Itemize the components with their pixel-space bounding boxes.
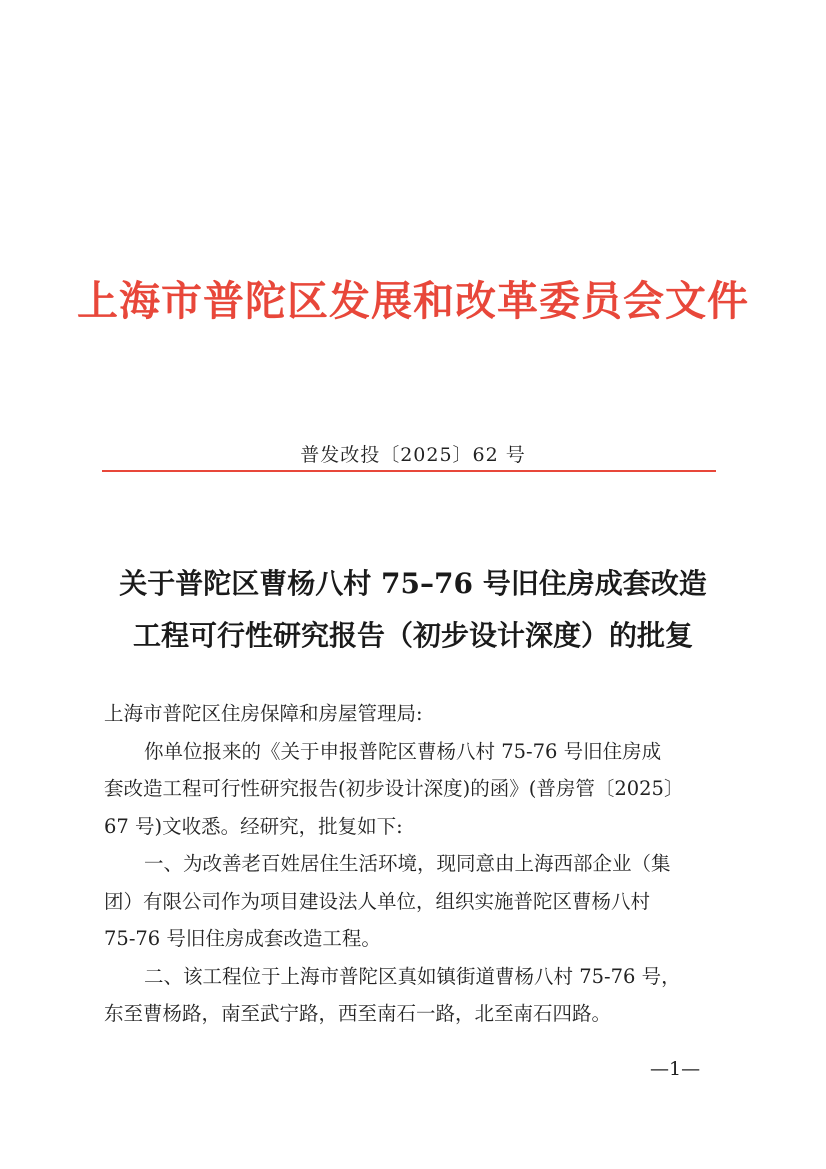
paragraph-3-line-2: 东至曹杨路，南至武宁路，西至南石一路，北至南石四路。: [104, 1002, 612, 1025]
document-title: [0, 558, 826, 662]
document-title-line-1: 关于普陀区曹杨八村 75–76 号旧住房成套改造: [119, 567, 707, 600]
paragraph-3-line-1: 二、该工程位于上海市普陀区真如镇街道曹杨八村 75-76 号，: [144, 964, 681, 988]
document-body: [104, 695, 724, 1033]
issuing-authority-header: 上海市普陀区发展和改革委员会文件: [77, 277, 749, 325]
addressee: 上海市普陀区住房保障和房屋管理局:: [104, 702, 423, 725]
paragraph-1-line-2: 套改造工程可行性研究报告(初步设计深度)的函》(普房管〔2025〕: [104, 777, 684, 800]
red-separator-line: [102, 470, 716, 472]
paragraph-1-line-3: 67 号)文收悉。经研究，批复如下:: [104, 814, 403, 838]
document-title-line-2: 工程可行性研究报告（初步设计深度）的批复: [132, 619, 693, 652]
document-number: 普发改投〔2025〕62 号: [300, 444, 526, 466]
page-number: —1—: [650, 1058, 701, 1080]
paragraph-2-line-3: 75-76 号旧住房成套改造工程。: [104, 927, 381, 950]
paragraph-1-line-1: 你单位报来的《关于申报普陀区曹杨八村 75-76 号旧住房成: [144, 739, 662, 763]
paragraph-2-line-2: 团）有限公司作为项目建设法人单位，组织实施普陀区曹杨八村: [104, 889, 651, 913]
paragraph-2-line-1: 一、为改善老百姓居住生活环境，现同意由上海西部企业（集: [144, 852, 671, 875]
